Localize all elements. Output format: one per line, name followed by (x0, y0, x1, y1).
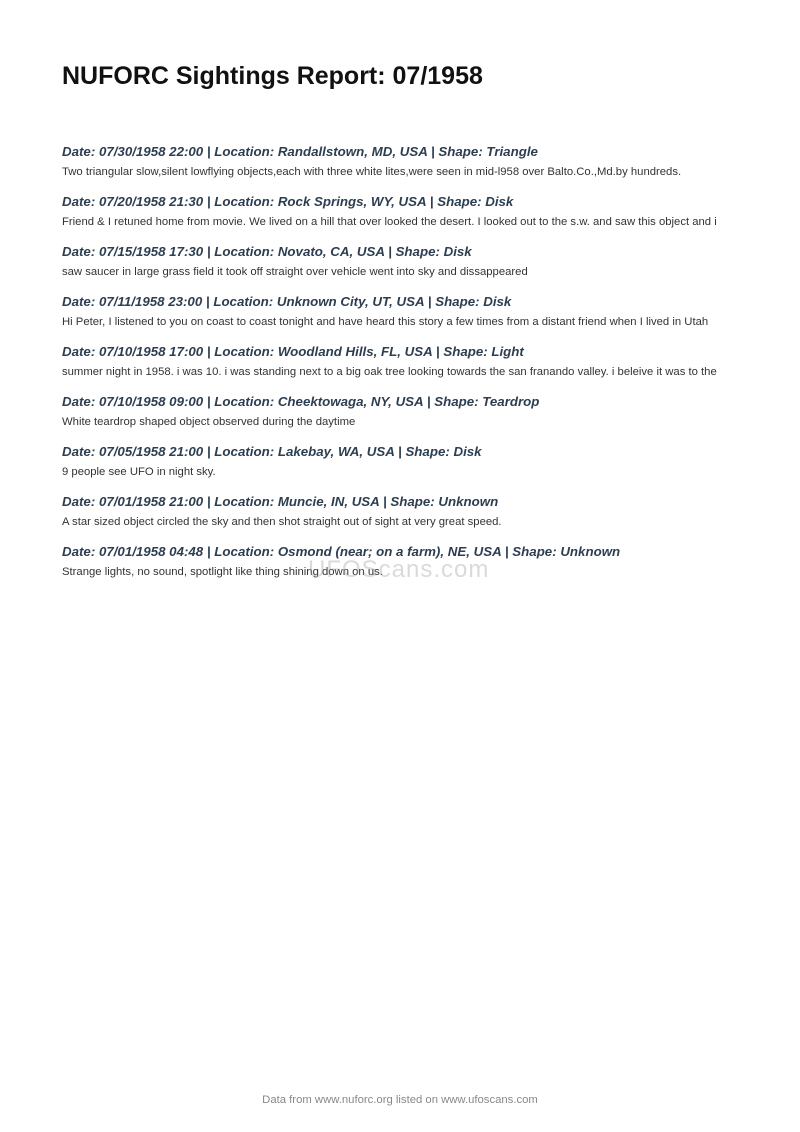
entry-heading: Date: 07/15/1958 17:30 | Location: Novato, CA, USA | Shape: Disk (62, 244, 472, 259)
list-item (62, 443, 742, 480)
entry-summary: Friend & I retuned home from movie. We lived on a hill that over looked the desert. I looked out to the s.w. and saw this object and i (62, 216, 717, 228)
entry-heading: Date: 07/01/1958 21:00 | Location: Muncie, IN, USA | Shape: Unknown (62, 494, 499, 509)
list-item (62, 143, 742, 180)
list-item (62, 543, 742, 580)
page-title: NUFORC Sightings Report: 07/1958 (62, 62, 483, 90)
entry-heading: Date: 07/11/1958 23:00 | Location: Unknown City, UT, USA | Shape: Disk (62, 294, 512, 309)
watermark: UFOScans.com (308, 556, 490, 583)
entry-summary: summer night in 1958. i was 10. i was standing next to a big oak tree looking towards the san franando valley. i beleive it was to the (62, 366, 717, 378)
list-item (62, 343, 742, 380)
footer-credit: Data from www.nuforc.org listed on www.ufoscans.com (262, 1094, 538, 1106)
entry-summary: Strange lights, no sound, spotlight like thing shining down on us. (62, 566, 383, 578)
entry-heading: Date: 07/20/1958 21:30 | Location: Rock Springs, WY, USA | Shape: Disk (62, 194, 514, 209)
entry-heading: Date: 07/10/1958 17:00 | Location: Woodland Hills, FL, USA | Shape: Light (62, 344, 524, 359)
entry-heading: Date: 07/01/1958 04:48 | Location: Osmond (near; on a farm), NE, USA | Shape: Unknown (62, 544, 621, 559)
list-item (62, 243, 742, 280)
entry-summary: Hi Peter, I listened to you on coast to coast tonight and have heard this story a few times from a distant friend when I lived in Utah (62, 316, 709, 328)
sightings-list (62, 143, 742, 593)
entry-summary: Two triangular slow,silent lowflying objects,each with three white lites,were seen in mid-l958 over Balto.Co.,Md.by hundreds. (62, 166, 682, 178)
list-item (62, 493, 742, 530)
entry-summary: White teardrop shaped object observed during the daytime (62, 416, 356, 428)
entry-summary: A star sized object circled the sky and then shot straight out of sight at very great speed. (62, 516, 502, 528)
list-item (62, 393, 742, 430)
list-item (62, 293, 742, 330)
entry-heading: Date: 07/30/1958 22:00 | Location: Randallstown, MD, USA | Shape: Triangle (62, 144, 538, 159)
list-item (62, 193, 742, 230)
entry-heading: Date: 07/05/1958 21:00 | Location: Lakebay, WA, USA | Shape: Disk (62, 444, 482, 459)
entry-summary: saw saucer in large grass field it took off straight over vehicle went into sky and dissappeared (62, 266, 528, 278)
entry-heading: Date: 07/10/1958 09:00 | Location: Cheektowaga, NY, USA | Shape: Teardrop (62, 394, 540, 409)
entry-summary: 9 people see UFO in night sky. (62, 466, 216, 478)
